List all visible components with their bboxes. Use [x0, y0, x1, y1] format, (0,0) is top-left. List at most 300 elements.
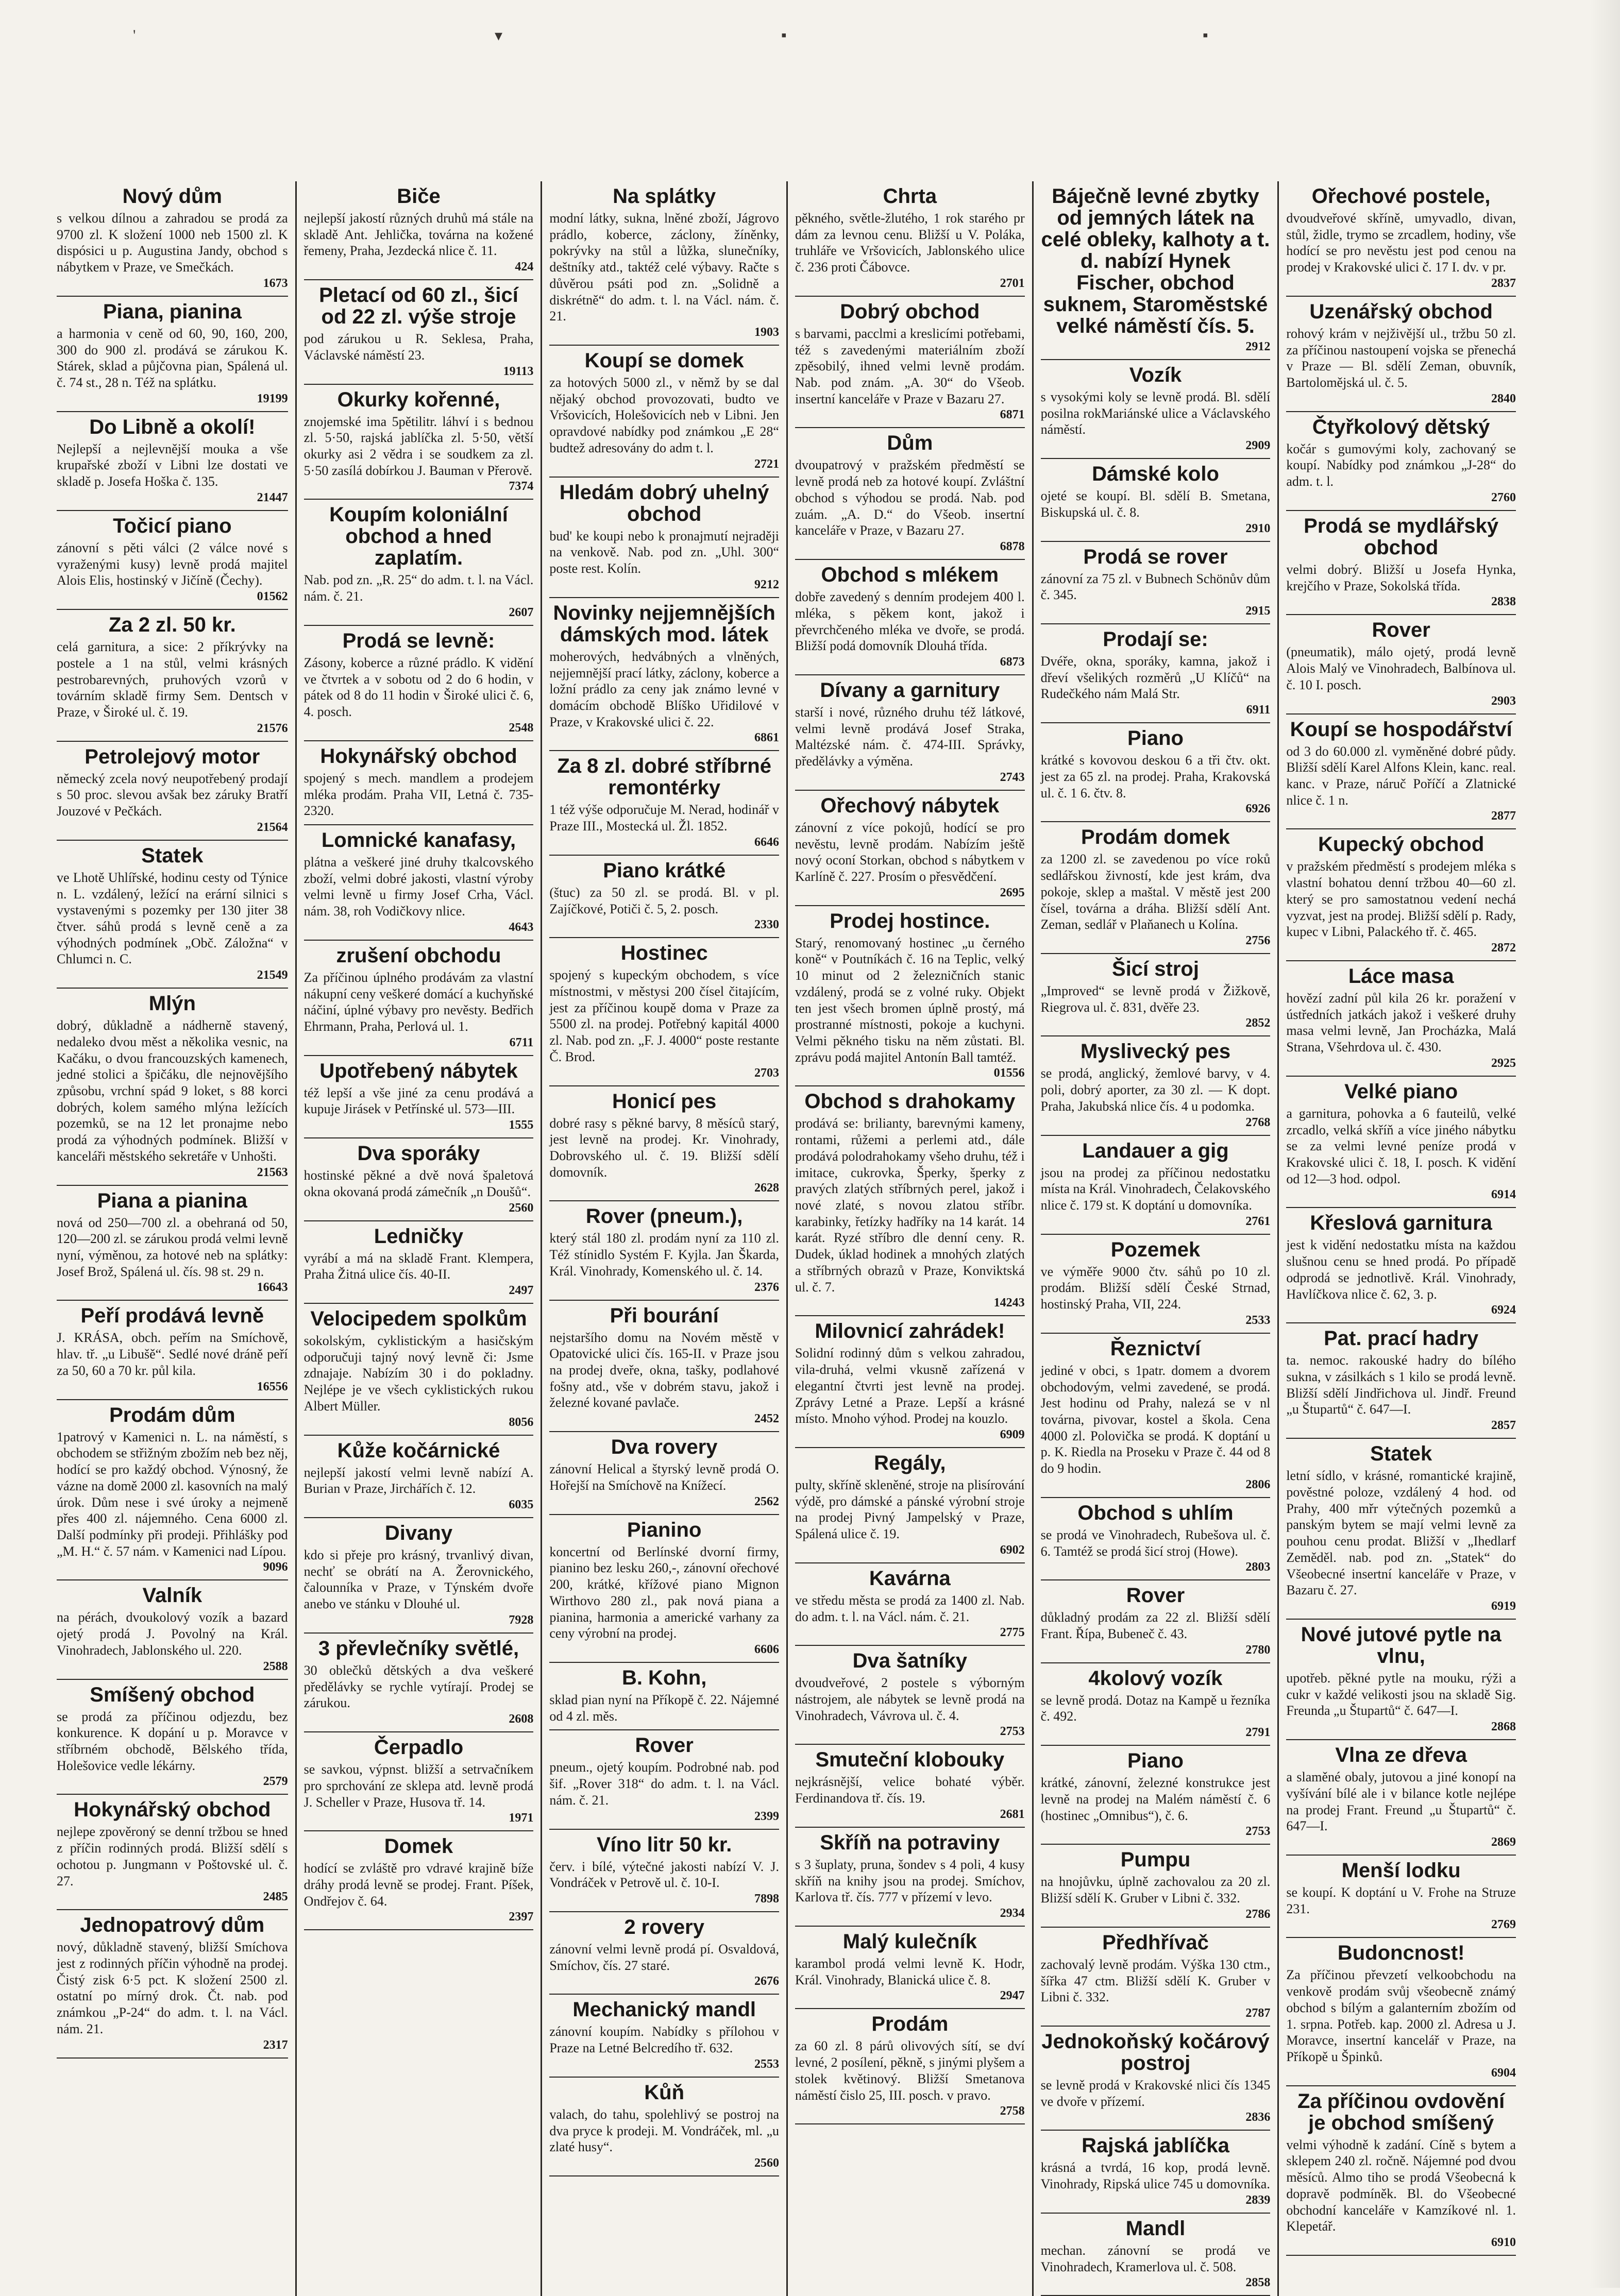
ad-text: Za příčinou úplného prodávám za vlastní nákupní ceny veškeré domácí a kuchyňské náčiní, úplné výbavy pro nevěsty. Bedřich Ehrmann, Praha, Perlová ul. 1.: [303, 970, 534, 1034]
ad-code: 16556: [257, 1380, 288, 1393]
ad-text: nejstaršího domu na Novém městě v Opatovické ulici čís. 165-II. v Praze jsou na prodej dveře, okna, tašky, podlahové fošny atd., vše v dobrém stavu, jakož i železné kované pavlače.: [549, 1330, 779, 1410]
ad-title: Kůň: [644, 2081, 685, 2104]
classified-ad: [1286, 1077, 1516, 1209]
ad-title: Hostinec: [620, 942, 708, 965]
ad-title: Dva rovery: [611, 1436, 718, 1459]
classified-ad: [795, 1646, 1025, 1745]
ad-code: 2497: [509, 1284, 534, 1297]
ad-text: s barvami, pacclmi a kreslicími potřebami, též s zavedenými materiálním zboží zpěsobilý, ihned velmi levně prodám. Nab. pod znám. „A. 30“ do Všeob. insertní kanceláře v Praze v Bazaru 27.: [795, 326, 1025, 406]
classified-ad: [304, 626, 534, 741]
column-6: [1277, 181, 1523, 2296]
ad-code: 2839: [1245, 2193, 1271, 2207]
ad-title: Smuteční klobouky: [815, 1748, 1005, 1772]
ad-code: 2909: [1245, 439, 1271, 453]
classified-ad: [549, 598, 779, 752]
classified-ad: [57, 1400, 288, 1581]
ad-text: kočár s gumovými koly, zachovaný se koupí. Nabídky pod známkou „J-28“ do adm. t. l.: [1286, 441, 1516, 489]
ad-title: Točicí piano: [113, 514, 232, 537]
ad-title: Vlna ze dřeva: [1335, 1744, 1467, 1767]
ad-code: 21576: [257, 721, 288, 735]
ad-text: sokolským, cyklistickým a hasičským odporučuji tajný nový levně či: Jsme zdnajaje. Nabízím 30 i do pokladny. Nejlépe je ve všech cyklistických rukou Albert Müller.: [303, 1333, 534, 1414]
classified-ad: [1041, 1928, 1271, 2027]
ad-title: Budoncnost!: [1337, 1942, 1465, 1965]
ad-title: Honicí pes: [612, 1090, 717, 1113]
ad-title: Víno litr 50 kr.: [596, 1833, 732, 1856]
ad-code: 19113: [503, 364, 534, 378]
ad-title: Obchod s drahokamy: [804, 1090, 1016, 1113]
ad-title: Prodej hostince.: [830, 909, 990, 932]
ad-title: Řeznictví: [1110, 1337, 1201, 1360]
ad-title: Prodá se rover: [1083, 545, 1228, 568]
ad-text: krátké, zánovní, železné konstrukce jest levně na prodej na Malém náměstí č. 6 (hostinec „Omnibus“), č. 6.: [1040, 1775, 1271, 1823]
ad-text: ojeté se koupí. Bl. sdělí B. Smetana, Biskupská ul. č. 8.: [1040, 488, 1271, 520]
ad-title: Jednopatrový dům: [80, 1914, 265, 1937]
ad-code: 21564: [257, 820, 288, 834]
classified-ad: [57, 412, 288, 511]
ad-code: 1555: [509, 1118, 534, 1132]
ad-text: valach, do tahu, spolehlivý se postroj na dva pryce k prodeji. M. Vondráček, ml. „u zlaté husy“.: [549, 2106, 779, 2155]
classified-ad: [795, 1828, 1025, 1927]
ad-code: 21563: [257, 1165, 288, 1179]
classified-ad: [1286, 1439, 1516, 1620]
classified-ad: [1041, 542, 1271, 624]
ad-text: dobrý, důkladně a nádherně stavený, nedaleko dvou měst a několika vesnic, na Kačáku, o dvou francouzských kamenech, jedné stolici a špičáku, dle nejnovějšího způsobu, vrchní spád 9 loket, s 88 korci dobrých, kolem samého mlýna ležících pozemků, se na 12 let pronajme nebo prodá za výhodných podmínek. Bližší v kanceláři městského sekretáře v Unhošti.: [57, 1018, 288, 1164]
ad-title: Nové jutové pytle na vlnu,: [1301, 1623, 1501, 1668]
classified-ad: [57, 1680, 288, 1795]
ad-text: dobré rasy s pěkné barvy, 8 měsíců starý, jest levně na prodej. Kr. Vinohrady, Dobrovského ul. č. 19. Bližší sdělí domovník.: [549, 1115, 779, 1180]
ad-code: 2838: [1491, 595, 1516, 609]
ad-title: Rover: [1126, 1584, 1185, 1607]
classified-ad: [57, 1580, 288, 1679]
classified-ad: [795, 181, 1025, 297]
ad-text: velmi dobrý. Bližší u Josefa Hynka, krejčího v Praze, Sokolská třída.: [1286, 562, 1516, 593]
ad-title: Čerpadlo: [374, 1736, 464, 1759]
ad-text: dvoudveřové, 2 postele s výborným nástrojem, ale nábytek se levně prodá na Vinohradech, Vávrova ul. č. 4.: [795, 1675, 1025, 1723]
classified-ad: [549, 1086, 779, 1202]
ad-title: Petrolejový motor: [85, 745, 260, 768]
ad-text: pěkného, světle-žlutého, 1 rok starého pr dám za levnou cenu. Bližší u V. Poláka, truhláře ve Vršovicích, Jablonského ulice č. 236 proti Čábovce.: [795, 211, 1025, 275]
ad-code: 2562: [754, 1494, 779, 1508]
ad-title: Mandl: [1125, 2217, 1186, 2240]
classified-ad: [795, 2009, 1025, 2124]
ad-text: bud' ke koupi nebo k pronajmutí nejraději na venkově. Nab. pod zn. „Uhl. 300“ poste rest. Kolín.: [549, 528, 779, 576]
ad-code: 424: [515, 260, 534, 274]
ad-code: 2869: [1491, 1835, 1516, 1849]
classified-ad: [1286, 2086, 1516, 2256]
ad-text: s 3 šuplaty, pruna, šondev s 4 poli, 4 kusy skříň na knihy jsou na prodej. Smíchov, Karlova tř. čís. 777 v přízemí v levo.: [795, 1857, 1025, 1905]
classified-ad: [1041, 1663, 1271, 1746]
ad-text: červ. i bílé, výtečné jakosti nabízí V. J. Vondráček v Petrově ul. č. 10-I.: [549, 1859, 779, 1891]
ad-text: na pérách, dvoukolový vozík a bazard ojetý prodá J. Povolný na Král. Vinohradech, Jablonského ul. 220.: [57, 1610, 288, 1658]
ad-text: se prodá za příčinou odjezdu, bez konkurence. K dopání u p. Moravce v stříbrném obchodě, Bělského třída, Holešovice vedle lékárny.: [57, 1709, 288, 1773]
ad-text: německý zcela nový neupotřebený prodají s 50 proc. slevou avšak bez záruky Bratří Jouzové v Pečkách.: [57, 771, 288, 819]
classified-ad: [1041, 181, 1271, 360]
ad-title: Pumpu: [1120, 1848, 1191, 1872]
ad-code: 2579: [263, 1775, 288, 1789]
ad-text: celá garnitura, a sice: 2 příkrývky na postele a 1 na stůl, velmi krásných pestrobarevných, pruhových vzorů v továrním skladě firmy Sem. Dentsch v Praze, v Široké ul. č. 19.: [57, 639, 288, 720]
ad-text: a harmonia v ceně od 60, 90, 160, 200, 300 do 900 zl. prodává se zárukou K. Stárek, sklad a půjčovna pian, Spálená ul. č. 74 st., 28 n. Též na splátku.: [57, 326, 288, 390]
ad-text: na hnojůvku, úplně zachovalou za 20 zl. Bližší sdělí K. Gruber v Libni č. 332.: [1040, 1874, 1271, 1906]
ad-title: Domek: [384, 1835, 453, 1858]
ad-code: 2452: [754, 1412, 779, 1426]
classified-ad: [795, 1927, 1025, 2009]
ad-title: Koupím koloniální obchod a hned zaplatím.: [329, 503, 508, 570]
ad-title: Piana, pianina: [103, 300, 242, 323]
ad-text: „Improved“ se levně prodá v Žižkově, Riegrova ul. č. 831, dvěře 23.: [1040, 983, 1271, 1015]
ad-code: 2607: [509, 605, 534, 619]
classified-ad: [549, 478, 779, 598]
ad-code: 2760: [1491, 490, 1516, 504]
ad-code: 2758: [1000, 2104, 1025, 2118]
ad-code: 8056: [509, 1415, 534, 1429]
classified-ad: [1041, 1580, 1271, 1663]
ad-code: 6873: [1000, 655, 1025, 669]
ad-code: 9212: [754, 577, 779, 591]
classified-ad: [1286, 1938, 1516, 2086]
ad-code: 6902: [1000, 1543, 1025, 1557]
ad-code: 2376: [754, 1280, 779, 1294]
ad-text: se koupí. K doptání u V. Frohe na Struze 231.: [1286, 1884, 1516, 1916]
classified-ad: [1041, 2027, 1271, 2131]
ad-title: Malý kulečník: [842, 1930, 977, 1953]
ad-text: mechan. zánovní se prodá ve Vinohradech, Kramerlova ul. č. 508.: [1040, 2242, 1271, 2274]
ad-code: 6878: [1000, 540, 1025, 554]
top-mark: ': [133, 27, 136, 44]
ad-columns: [49, 181, 1523, 2290]
ad-code: 2560: [509, 1201, 534, 1215]
ad-text: moherových, hedvábných a vlněných, nejjemnější prací látky, záclony, koberce a ložní prádlo za ceny jak známo levné v domácím obchodě Blíško Uřidilové v Praze, v Krakovské ulici č. 22.: [549, 649, 779, 729]
ad-title: Peří prodává levně: [80, 1304, 264, 1328]
ad-text: hovězí zadní půl kila 26 kr. poražení v ústředních jatkách jakož i veškeré druhy masa velmi levně, Jan Procházka, Malá Strana, Všehrdova ul. č. 430.: [1286, 990, 1516, 1055]
ad-text: s vysokými koly se levně prodá. Bl. sdělí posilna rokMariánské ulice a Václavského náměstí.: [1040, 389, 1271, 437]
ad-title: Dva šatníky: [852, 1649, 967, 1673]
ad-code: 2608: [509, 1712, 534, 1726]
ad-text: zánovní velmi levně prodá pí. Osvaldová, Smíchov, čís. 27 staré.: [549, 1941, 779, 1973]
ad-title: Piana a pianina: [97, 1189, 247, 1212]
ad-title: Obchod s mlékem: [821, 564, 999, 587]
classified-ad: [795, 428, 1025, 560]
classified-ad: [549, 346, 779, 478]
classified-ad: [795, 906, 1025, 1087]
ad-text: za 1200 zl. se zavedenou po více roků sedlářskou živností, kde jest krám, dva pokoje, sklep a maštal. V městě jest 200 čísel, továrna a dráha. Bližší sdělí Ant. Zeman, sedlář v Plaňanech u Kolína.: [1040, 852, 1271, 932]
classified-ad: [304, 1221, 534, 1304]
ad-code: 2852: [1245, 1016, 1271, 1030]
classified-ad: [57, 1301, 288, 1400]
ad-title: Předhřívač: [1102, 1931, 1209, 1954]
classified-ad: [549, 181, 779, 346]
ad-text: jest k vidění nedostatku místa na každou slušnou cenu se hned prodá. Po případě odprodá se jednotlivě. Král. Vinohrady, Havlíčkova nlice č. 62, 3. p.: [1286, 1237, 1516, 1302]
ad-code: 6871: [1000, 408, 1025, 422]
ad-text: zánovní za 75 zl. v Bubnech Schönův dům č. 345.: [1040, 571, 1271, 603]
ad-title: Prodám domek: [1081, 826, 1230, 849]
ad-title: Pat. prací hadry: [1324, 1327, 1479, 1350]
classified-ad: [549, 751, 779, 855]
ad-text: J. KRÁSA, obch. peřím na Smíchově, hlav. tř. „u Libušě“. Sedlé nové dráně peří za 50, 60 a 70 kr. půl kila.: [57, 1330, 288, 1378]
classified-ad: [549, 1515, 779, 1663]
ad-title: Regály,: [874, 1451, 946, 1474]
ad-title: Na splátky: [613, 185, 716, 208]
ad-code: 6904: [1491, 2066, 1516, 2080]
classified-ad: [795, 675, 1025, 791]
ad-text: Zásony, koberce a různé prádlo. K vidění ve čtvrtek a v sobotu od 2 do 6 hodin, v pátek od 8 do 11 hodin v Široké ulici č. 6, 4. posch.: [303, 655, 534, 720]
ad-text: se levně prodá. Dotaz na Kampě u řezníka č. 492.: [1040, 1692, 1271, 1724]
ad-text: (štuc) za 50 zl. se prodá. Bl. v pl. Zajíčkové, Potiči č. 5, 2. posch.: [549, 885, 779, 916]
ad-code: 2915: [1245, 604, 1271, 618]
ad-title: Myslivecký pes: [1080, 1040, 1231, 1063]
ad-code: 6919: [1491, 1599, 1516, 1613]
classified-ad: [57, 297, 288, 412]
ad-text: spojený s mech. mandlem a prodejem mléka prodám. Praha VII, Letná č. 735-2320.: [303, 770, 534, 819]
ad-code: 2775: [1000, 1626, 1025, 1640]
ad-title: Milovnicí zahrádek!: [815, 1320, 1005, 1343]
ad-text: Starý, renomovaný hostinec „u černého koně“ v Poutníkách č. 16 na Teplic, velký 10 minut od 2 železničních stanic vzdálený, prodá se z volné ruky. Objekt ten jest všech bromen úplně prostý, má prostranné místnosti, pokoje a kuchyni. Velmi pěkného tisku na něm zůstati. Bl. zprávu podá majitel Antonín Ball tamtéž.: [795, 935, 1025, 1065]
ad-title: Koupí se domek: [584, 349, 744, 372]
ad-title: Ořechový nábytek: [820, 794, 1000, 817]
classified-ad: [1041, 1498, 1271, 1580]
ad-text: ve výměře 9000 čtv. sáhů po 10 zl. prodám. Bližší sdělí České Strnad, hostinský Praha, VII, 224.: [1040, 1264, 1271, 1312]
ad-code: 2868: [1491, 1720, 1516, 1734]
classified-ad: [549, 1301, 779, 1433]
ad-code: 01556: [993, 1066, 1025, 1080]
classified-ad: [57, 610, 288, 742]
ad-title: Obchod s uhlím: [1077, 1501, 1234, 1524]
ad-title: Hledám dobrý uhelný obchod: [559, 481, 769, 525]
classified-ad: [795, 1563, 1025, 1646]
ad-text: důkladný prodám za 22 zl. Bližší sdělí Frant. Řípa, Bubeneč č. 43.: [1040, 1610, 1271, 1642]
classified-ad: [57, 742, 288, 841]
ad-text: Nejlepší a nejlevnější mouka a vše krupařské zboží v Libni lze dostati ve skladě p. Josefa Hoška č. 135.: [57, 441, 288, 489]
ad-code: 2721: [754, 457, 779, 471]
ad-code: 2768: [1245, 1115, 1271, 1129]
classified-ad: [1286, 1740, 1516, 1856]
classified-ad: [1286, 715, 1516, 830]
ad-text: pneum., ojetý koupím. Podrobné nab. pod šif. „Rover 318“ do adm. t. l. na Václ. nám. č. 21.: [549, 1760, 779, 1808]
classified-ad: [304, 1518, 534, 1634]
ad-title: Ořechové postele,: [1311, 185, 1491, 208]
ad-text: nejlepší jakostí velmi levně nabízí A. Burian v Praze, Jirchářích č. 12.: [303, 1465, 534, 1496]
ad-title: Statek: [1370, 1442, 1432, 1466]
ad-title: Nový dům: [122, 185, 222, 208]
ad-title: Láce masa: [1348, 964, 1454, 988]
ad-title: 2 rovery: [624, 1915, 704, 1938]
top-mark: ▪: [1203, 27, 1208, 44]
ad-title: Jednokoňský kočárový postroj: [1041, 2030, 1270, 2074]
classified-ad: [549, 1432, 779, 1515]
ad-code: 6926: [1245, 802, 1271, 816]
column-2: [295, 181, 541, 2296]
classified-ad: [1041, 822, 1271, 954]
ad-code: 2695: [1000, 886, 1025, 899]
ad-text: se prodá ve Vinohradech, Rubešova ul. č. 6. Tamtéž se prodá šicí stroj (Howe).: [1040, 1527, 1271, 1559]
classified-ad: [549, 1201, 779, 1300]
top-mark: ▾: [495, 27, 503, 44]
ad-code: 6924: [1491, 1303, 1516, 1317]
ad-title: Smíšený obchod: [90, 1683, 255, 1706]
ad-code: 21447: [257, 490, 288, 504]
ad-code: 2912: [1245, 340, 1271, 353]
classified-ad: [549, 1912, 779, 1995]
ad-text: pod zárukou u R. Seklesa, Praha, Václavské náměstí 23.: [303, 331, 534, 363]
ad-title: Dobrý obchod: [840, 300, 980, 323]
classified-ad: [795, 1745, 1025, 1827]
ad-title: Menší lodku: [1341, 1859, 1461, 1882]
ad-title: Uzenářský obchod: [1309, 300, 1493, 323]
top-mark: ▪: [781, 27, 787, 44]
ad-text: se levně prodá v Krakovské nlici čís 1345 ve dvoře v přízemí.: [1040, 2077, 1271, 2109]
ad-text: nová od 250—700 zl. a obehraná od 50, 120—200 zl. se zárukou prodá velmi levně nyní, výměnou, za hotové neb na splátky: Josef Brož, Spálená ul. čís. 98 st. 29 n.: [57, 1215, 288, 1279]
ad-code: 2553: [754, 2057, 779, 2071]
ad-title: Velocipedem spolkům: [310, 1307, 527, 1330]
ad-code: 2560: [754, 2156, 779, 2170]
ad-text: s velkou dílnou a zahradou se prodá za 9700 zl. K složení 1000 neb 1500 zl. K dispósici u p. Augustina Jandy, obchod s nábytkem v Praze, ve Smečkách.: [57, 211, 288, 275]
ad-title: Valník: [142, 1584, 202, 1607]
classified-ad: [1041, 723, 1271, 822]
classified-ad: [304, 500, 534, 625]
classified-ad: [304, 1634, 534, 1732]
ad-code: 1971: [509, 1811, 534, 1825]
ad-text: též lepší a vše jiné za cenu prodává a kupuje Jirásek v Petřínské ul. 573—III.: [303, 1085, 534, 1117]
ad-code: 2330: [754, 918, 779, 932]
classified-ad: [795, 560, 1025, 675]
ad-text: prodává se: brilianty, barevnými kameny, rontami, růžemi a perlemi atd., dále prodává polodrahokamy všeho druhu, též i imitace, cukrovka, Šperky, šperky z pravých zlatých stříbrných perel, jakož i nové zlaté, s novou zlatou stříbr. karabinky, řetízky hadříky na 14 karát. 14 karát. Ryzé stříbro dle denní ceny. R. Dudek, úklad hodinek a mnohých zlatých a stříbrných obrazů v Praze, Konviktská ul. č. 7.: [795, 1116, 1025, 1295]
ad-text: Solidní rodinný dům s velkou zahradou, vila-druhá, velmi vkusně zařízená v elegantní čtvrti jest levně na prodej. Zprávy Letné a Praze. Lepší a krásné místo. Mnoho výhod. Prodej na kouzlo.: [795, 1346, 1025, 1426]
ad-code: 2676: [754, 1975, 779, 1988]
ad-title: Upotřebený nábytek: [319, 1059, 518, 1082]
ad-code: 2837: [1491, 276, 1516, 290]
ad-title: Landauer a gig: [1082, 1139, 1229, 1162]
ad-text: zánovní Helical a štyrský levně prodá O. Hořejší na Smíchově na Knížecí.: [549, 1461, 779, 1493]
ad-text: karambol prodá velmi levně K. Hodr, Král. Vinohrady, Blanická ulice č. 8.: [795, 1956, 1025, 1987]
classified-ad: [795, 1448, 1025, 1563]
ad-text: 1 též výše odporučuje M. Nerad, hodinář v Praze III., Mostecká ul. Žl. 1852.: [549, 802, 779, 834]
ad-code: 21549: [257, 968, 288, 982]
ad-code: 6910: [1491, 2236, 1516, 2250]
ad-text: a garnitura, pohovka a 6 fauteilů, velké zrcadlo, velká skříň a více jiného nábytku se za velmi levné peníze prodá v Krakovské ulici č. 18, I. posch. K vidění od 12—3 hod. odpol.: [1286, 1106, 1516, 1186]
ad-title: Rover: [1372, 619, 1430, 642]
classified-ad: [1041, 954, 1271, 1036]
ad-text: pulty, skříně skleněné, stroje na plisírování výdě, pro dámské a pánské výrobní stroje na prodej Pivný Jampelský v Praze, Spálená ulice č. 19.: [795, 1477, 1025, 1542]
ad-text: nejkrásnější, velice bohaté výběr. Ferdinandova tř. čís. 19.: [795, 1774, 1025, 1806]
classified-ad: [549, 856, 779, 938]
ad-title: 3 převlečníky světlé,: [318, 1637, 519, 1660]
ad-title: Divany: [384, 1522, 453, 1545]
ad-title: Pianino: [627, 1518, 702, 1541]
ad-code: 2872: [1491, 941, 1516, 955]
ad-code: 2791: [1245, 1726, 1271, 1740]
ad-code: 6914: [1491, 1188, 1516, 1202]
ad-title: 4kolový vozík: [1088, 1666, 1223, 1690]
ad-title: Hokynářský obchod: [74, 1798, 271, 1822]
ad-text: dvoupatrový v pražském předměstí se levně prodá neb za hotové koupí. Zvláštní obchod s výhodou se prodá. Nab. pod zuám. „A. D.“ do Všeob. insertní kanceláře v Praze, v Bazaru 27.: [795, 457, 1025, 538]
classified-ad: [1286, 615, 1516, 714]
ad-text: se prodá, anglický, žemlové barvy, v 4. poli, dobrý aporter, za 30 zl. — K dopt. Praha, Jakubská nlice čís. 4 u podomka.: [1040, 1066, 1271, 1114]
ad-title: Piano: [1127, 727, 1184, 750]
column-1: [49, 181, 295, 2296]
ad-title: Ledničky: [374, 1224, 464, 1248]
ad-code: 2681: [1000, 1807, 1025, 1821]
ad-title: B. Kohn,: [621, 1666, 707, 1689]
ad-title: Biče: [397, 185, 441, 208]
ad-text: spojený s kupeckým obchodem, s více místnostmi, v městysi 200 čísel čitajícím, jest za příčinou koupě doma v Praze za 5500 zl. na prodej. Potřebný kapitál 4000 zl. Nab. pod zn. „F. J. 4000“ poste restante Č. Brod.: [549, 967, 779, 1064]
ad-text: letní sídlo, v krásné, romantické krajině, pověstné poloze, vzdálený 4 hod. od Prahy, 400 mřr výtečných pozemků a panským bytem se mají velmi levně za pouhou cenu prodat. Bližší v „Ihedlarf Zeměděl. nab. pod zn. „Statek“ do Všeobecné insertní kanceláře v Praze, v Bazaru č. 27.: [1286, 1468, 1516, 1598]
ad-title: Do Libně a okolí!: [89, 415, 256, 438]
classified-ad: [795, 791, 1025, 906]
ad-code: 2877: [1491, 809, 1516, 823]
classified-ad: [304, 1831, 534, 1930]
page-edge-shadow: [1589, 0, 1620, 2288]
classified-ad: [57, 1910, 288, 2058]
ad-text: modní látky, sukna, lněné zboží, Jágrovo prádlo, koberce, záclony, žíněnky, pokrývky na stůl a lůžka, slunečníky, deštníky atd., taktéž celé výbavy. Račte s důvěrou psáti pod zn. „Solidně a diskrétně“ do adm. t. l. na Václ. nám. č. 21.: [549, 211, 779, 324]
ad-code: 2858: [1245, 2276, 1271, 2290]
ad-code: 6711: [509, 1035, 534, 1049]
ad-text: za hotových 5000 zl., v němž by se dal nějaký obchod provozovati, budto ve Vršovicích, Holešovicích neb v Libni. Jen opravdové nabídky pod známkou „E 28“ budtež adresovány do adm t. l.: [549, 375, 779, 455]
ad-text: krátké s kovovou deskou 6 a tři čtv. okt. jest za 65 zl. na prodej. Praha, Krakovská ul. č. 1 6. čtv. 8.: [1040, 753, 1271, 801]
ad-code: 2628: [754, 1181, 779, 1195]
ad-title: Pozemek: [1110, 1238, 1201, 1261]
classified-ad: [57, 1795, 288, 1910]
ad-title: Velké piano: [1344, 1080, 1458, 1103]
ad-title: Dům: [887, 432, 933, 455]
classified-ad: [57, 511, 288, 610]
ad-code: 2934: [1000, 1907, 1025, 1920]
classified-ad: [57, 181, 288, 297]
ad-title: Novinky nejjemnějších dámských mod. látek: [553, 601, 775, 646]
ad-title: Báječně levné zbytky od jemných látek na celé obleky, kalhoty a t. d. nabízí Hynek Fischer, obchod suknem, Staroměstské velké náměstí čís. 5.: [1041, 185, 1270, 337]
ad-title: Rajská jablíčka: [1082, 2134, 1229, 2157]
ad-text: zánovní z více pokojů, hodící se pro nevěstu, levně prodám. Nabízím ještě nový oconí Storkan, obchod s nábytkem v Karlíně č. 227. Prosím o přesvědčení.: [795, 820, 1025, 884]
ad-title: Skříň na potraviny: [820, 1831, 1000, 1854]
ad-text: vyrábí a má na skladě Frant. Klempera, Praha Žitná ulice čís. 40-II.: [303, 1250, 534, 1282]
classified-ad: [304, 1436, 534, 1518]
ad-title: Koupí se hospodářství: [1290, 718, 1512, 741]
ad-title: Křeslová garnitura: [1310, 1212, 1492, 1235]
ad-code: 2769: [1491, 1918, 1516, 1932]
ad-code: 2753: [1245, 1825, 1271, 1839]
classified-ad: [1041, 360, 1271, 459]
ad-code: 2397: [509, 1910, 534, 1924]
ad-code: 2806: [1245, 1477, 1271, 1491]
ad-code: 9096: [263, 1560, 288, 1574]
classified-ad: [1286, 1620, 1516, 1740]
ad-text: sklad pian nyní na Příkopě č. 22. Nájemné od 4 zl. měs.: [549, 1692, 779, 1724]
ad-text: dobře zavedený s denním prodejem 400 l. mléka, s pěkem kont, jakož i převrchčeného mléka ve dvoře, se prodá. Bližší podá domovník Dlouhá třída.: [795, 589, 1025, 654]
ad-title: Chrta: [883, 185, 937, 208]
ad-code: 7928: [509, 1613, 534, 1627]
ad-title: Mlýn: [148, 992, 196, 1015]
ad-title: Čtyřkolový dětský: [1312, 415, 1490, 438]
ad-code: 6911: [1246, 703, 1271, 717]
classified-ad: [1286, 412, 1516, 511]
ad-text: zánovní s pěti válci (2 válce nové s vyraženými kusy) levně prodá majitel Alois Elis, hostinský v Jičíně (Čechy).: [57, 540, 288, 588]
ad-title: Prodají se:: [1103, 628, 1208, 651]
ad-title: Rover (pneum.),: [585, 1205, 743, 1228]
ad-code: 2780: [1245, 1643, 1271, 1657]
classified-ad: [57, 1186, 288, 1301]
ad-code: 4643: [509, 920, 534, 934]
classified-ad: [549, 1730, 779, 1829]
ad-text: v pražském předměstí s prodejem mléka s vlastní bohatou denní tržbou 40—60 zl. který se pro samostatnou vedení nechá vyzvat, jest na prodej. Bližší sdělí p. Rady, kupec v Libni, Palackého tř. č. 465.: [1286, 859, 1516, 940]
classified-ad: [795, 297, 1025, 429]
ad-code: 6909: [1000, 1427, 1025, 1441]
ad-code: 2753: [1000, 1725, 1025, 1739]
ad-code: 2399: [754, 1809, 779, 1823]
classified-ad: [1041, 2131, 1271, 2213]
classified-ad: [795, 1316, 1025, 1448]
ad-title: Piano: [1127, 1749, 1184, 1773]
ad-code: 6861: [754, 731, 779, 745]
ad-text: nejlepe zpověroný se denní tržbou se hned z příčin rodinných prodá. Bližší sdělí s ochotou p. Jungmann v Poštovské ul. č. 27.: [57, 1824, 288, 1889]
ad-code: 2903: [1491, 694, 1516, 708]
